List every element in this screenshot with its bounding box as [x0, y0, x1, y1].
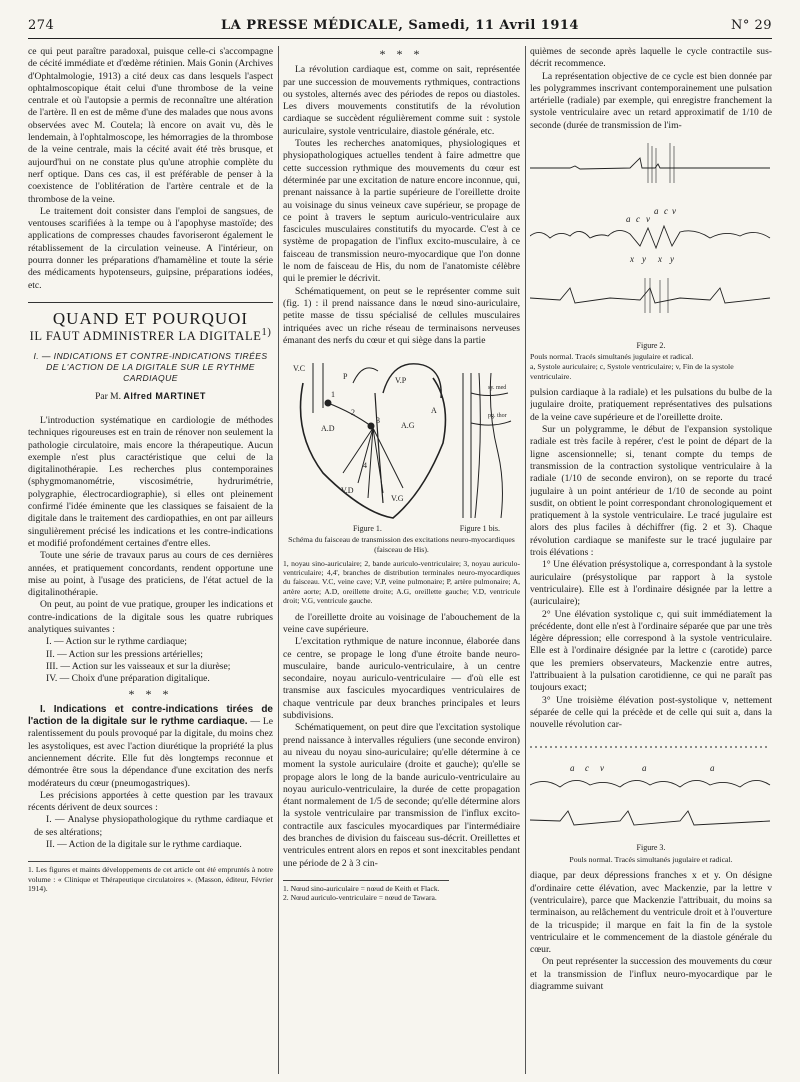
- paragraph: Les précisions apportées à cette question par les travaux récents dérivent de deux sources :: [28, 789, 273, 814]
- list-item: III. — Action sur les vaisseaux et sur la diurèse;: [46, 660, 231, 672]
- figure-1-label: Figure 1.: [353, 524, 382, 534]
- heart-diagram: [283, 353, 520, 521]
- figure-2: [530, 138, 772, 381]
- page-header: [28, 18, 772, 38]
- heading-continuation: — Le ralentissement du pouls provoqué par la digitale, du moins chez les asystoliques, est avec l'action diurétique la propriété la plus anciennement décrite. Elle fut dès longtemps reconnue et démontrée être sous la dépendance d'une excitation des nerfs modérateurs du cœur (pneumogastriques).: [28, 716, 273, 789]
- label-vc: V.C: [293, 364, 306, 374]
- page-number: 274: [28, 18, 55, 33]
- column-1: [28, 46, 273, 1074]
- paragraph: 3° Une troisième élévation post-systolique v, nettement séparée de celle qui la précède et de celle qui suit a, dans la nouvelle révolution car-: [530, 694, 772, 731]
- figure-1: [283, 353, 520, 606]
- section-heading: I. Indications et contre-indications tirées de l'action de la digitale sur le rythme cardiaque.: [28, 703, 273, 728]
- paragraph: La représentation objective de ce cycle est bien donnée par les polygrammes inscrivant contemporainement une pulsation artérielle (radiale) par exemple, qui enregistre franchement la systole ventriculaire avec un retard approximatif de 1/10 de seconde (durée de transmission de l'im-: [530, 70, 772, 131]
- paragraph: Schématiquement, on peut dire que l'excitation systolique prend naissance à intervalles réguliers (une seconde environ) au niveau du noyau sino-auriculaire; qu'elle détermine à ce moment la systole auriculaire (droite et gauche); qu'elle se propage alors le long de la bande auriculo-ventriculaire au noyau auriculo-ventriculaire, la durée de cette propagation étant normalement de 1/5 de seconde; qu'elle détermine alors la systole ventriculaire par transmission de l'influx excito-contractile aux fascicules myocardiques par l'intermédiaire des branches de division du faisceau sus-décrit. Oreillettes et ventricules entrent alors en repos et sont inexcitables pendant une période de 2 à 3 cin-: [283, 722, 520, 869]
- paragraph: diaque, par deux dépressions franches x et y. On désigne d'ordinaire cette élévation, avec Mackenzie, par la lettre v (ventriculaire), parce que Mackenzie l'attribuait, du moins sa terminaison, au relâchement du ventricule droit et à l'ouverture de la tricuspide; il marque en fait la fin de la systole ventriculaire et le commencement de la diastole générale du cœur.: [530, 870, 772, 956]
- paragraph: On peut représenter la succession des mouvements du cœur et la transmission de l'influx neuro-myocardique par le diagramme suivant: [530, 956, 772, 993]
- column-divider: [278, 46, 279, 1074]
- footnote: 2. Nœud auriculo-ventriculaire = nœud de Tawara.: [283, 893, 437, 903]
- article-subtitle-text: IL FAUT ADMINISTRER LA DIGITALE: [29, 329, 262, 344]
- header-rule: [28, 38, 772, 39]
- figure-2-caption-title: Pouls normal. Tracés simultanés jugulaire et radical.: [530, 352, 694, 362]
- figure-3-caption: Pouls normal. Tracés simultanés jugulaire et radical.: [569, 854, 733, 864]
- label-c: c: [664, 206, 668, 217]
- label-sy-med: sy. med: [488, 385, 507, 392]
- paragraph: On peut, au point de vue pratique, grouper les indications et contre-indications de la digitale sous les quatre rubriques analytiques suivantes :: [28, 599, 273, 636]
- paragraph: ce qui peut paraître paradoxal, puisque celle-ci s'accompagne de cécité immédiate et d'œdème rétinien. Mais Gonin (Archives d'Ophtalmologie, 1913) a cité deux cas dans lesquels l'aspect ophtalmoscopique était celui d'une thrombose de la veine centrale et où l'autopsie a permis de reconnaître une altération de l'artère. Il en est de même d'une des malades que nous avons observées avec M. Coutela; là encore on avait vu, dès le lendemain, à l'ophtalmoscope, les hémorragies de la thrombose de la veine centrale, mais la cécité avait été très brusque, et aujourd'hui on ne constate plus qu'une atrophie complète du nerf optique. Dans ces cas, il est préférable de penser à la coexistence de l'oblitération de l'artère centrale et de la thrombose de la veine.: [28, 46, 273, 205]
- figure-1-caption: 1, noyau sino-auriculaire; 2, bande auriculo-ventriculaire; 3, noyau auriculo-ventriculaire; 4,4', branches de distribution terminales neuro-myocardiques du faisceau. V.C, veine cave; V.P, veine pulmonaire; P, artère pulmonaire; A, artère aorte; A.D, oreillette droite; A.G, oreillette gauche; V.D, ventricule droit; V.G, ventricule gauche.: [283, 558, 520, 606]
- tracing-jugular: [530, 781, 770, 788]
- tracing-radial: [530, 811, 770, 825]
- label-v: v: [646, 214, 650, 225]
- label-3: 3: [376, 416, 380, 426]
- pulmonary-artery: [353, 368, 378, 383]
- footnote-rule: [283, 880, 449, 881]
- paragraph: La révolution cardiaque est, comme on sait, représentée par une succession de mouvements rythmiques, contractions ou systoles, alternés avec des périodes de repos ou diastoles. Les divers mouvements constitutifs de la révolution cardiaque se succèdent régulièrement comme suit : systole auriculaire, systole ventriculaire, diastole générale, etc.: [283, 64, 520, 137]
- label-a: a: [654, 206, 659, 217]
- figure-1-bis-label: Figure 1 bis.: [459, 524, 500, 534]
- label-pg-thor: pg. thor: [488, 413, 507, 420]
- label-v: v: [672, 206, 676, 217]
- label-1: 1: [331, 390, 335, 400]
- article-divider: [28, 302, 273, 303]
- av-band: [328, 403, 371, 426]
- list-item: I. — Analyse physiopathologique du rythme cardiaque et de ses altérations;: [34, 814, 273, 838]
- time-markers-2: [645, 278, 668, 313]
- paragraph: L'excitation rythmique de nature inconnue, élaborée dans ce centre, se propage le long d'une étroite bande neuro-musculaire, bande auriculo-ventriculaire, à un centre secondaire, noyau auriculo-ventriculaire — d'où elle est transmise aux fascicules myocardiques ventriculaires de chaque ventricule par deux branches principales et leurs subdivisions.: [283, 636, 520, 722]
- article-title: QUAND ET POURQUOI: [52, 308, 249, 328]
- time-markers: [648, 143, 674, 183]
- list-item: I. — Action sur le rythme cardiaque;: [46, 636, 187, 648]
- label-y: y: [642, 254, 646, 265]
- paragraph: Le traitement doit consister dans l'emploi de sangsues, de ventouses scarifiées à la tempe ou à l'apophyse mastoïde; des applications de compresses chaudes favoriseront également le rétablissement de la circulation veineuse. A l'intérieur, on pourra donner les préparations d'hamamèline et toute la série des médicaments hypotenseurs, guipsine, préparations iodées, etc.: [28, 205, 273, 291]
- label-x: x: [658, 254, 662, 265]
- figure-3-label: Figure 3.: [636, 843, 666, 853]
- aorta-arch: [383, 364, 441, 398]
- section-stars: * * *: [128, 686, 173, 701]
- label-c: c: [585, 763, 589, 774]
- label-a: a: [626, 214, 631, 225]
- label-4: 4: [363, 461, 367, 471]
- tracing-top: [530, 158, 770, 169]
- paragraph: Toutes les recherches anatomiques, physiologiques et physiopathologiques actuelles tendent à faire admettre que cette succession rythmique des mouvements du cœur est déterminée par une excitation de nature encore inconnue, qui, prenant naissance à la partie supérieure de l'oreillette droite au voisinage du sinus veineux cave supérieur, se propage de ce point à travers le septum auriculo-ventriculaire aux fascicules musculaires constitutifs du myocarde. C'est à ce système de propagation de l'influx excito-musculaire, à ce faisceau de transmission neuro-myocardique que l'on donne le nom de faisceau de His, du nom de l'anatomiste célèbre qui le premier le décrivit.: [283, 138, 520, 285]
- paragraph: Schématiquement, on peut se le représenter comme suit (fig. 1) : il prend naissance dans le nœud sino-auriculaire, petite masse de tissu spécialisé de cellules musculaires intriquées avec un riche réseau de terminaisons nerveuses émanant des nerfs du cœur et qui siège dans la partie: [283, 285, 520, 346]
- label-a: a: [570, 763, 575, 774]
- paragraph: quièmes de seconde après laquelle le cycle contractile sus-décrit recommence.: [530, 46, 772, 70]
- column-3: [530, 46, 772, 1074]
- list-item: IV. — Choix d'une préparation digitalique.: [46, 673, 210, 685]
- footnote: 1. Nœud sino-auriculaire = nœud de Keith et Flack.: [283, 883, 440, 893]
- author-name: Alfred MARTINET: [123, 390, 206, 401]
- paragraph: Sur un polygramme, le début de l'expansion systolique radiale est très facile à repérer, c'est le point de départ de la ligne ascensionnelle; si, tenant compte du temps de transmission de la contraction systolique ventriculaire à la radiale (1/10 de seconde environ), on se reporte du tracé jugulaire à un point antérieur de 1/10 de seconde au point susdit, on obtient le point correspondant chronologiquement et pratiquement à la systole ventriculaire. Le tracé jugulaire est alors des plus faciles à déchiffrer (fig. 2 et 3). Chaque révolution cardiaque se manifeste sur le tracé jugulaire par trois élévations :: [530, 424, 772, 559]
- figure-1-caption-title: Schéma du faisceau de transmission des excitations neuro-myocardiques (faisceau de His).: [288, 535, 515, 555]
- paragraph: pulsion cardiaque à la radiale) et les pulsations du bulbe de la jugulaire droite, pratiquement représentatives des pulsations de la veine cave supérieure et de l'oreillette droite.: [530, 387, 772, 423]
- label-a: a: [642, 763, 647, 774]
- figure-2-caption: a, Systole auriculaire; c, Systole ventriculaire; v, Fin de la systole ventriculaire.: [530, 361, 734, 381]
- label-y: y: [670, 254, 674, 265]
- label-a: A: [431, 406, 437, 416]
- vena-cava: [313, 363, 323, 413]
- figure-2-label: Figure 2.: [636, 341, 666, 351]
- pulse-tracings-fig2: [530, 138, 772, 338]
- paragraph: de l'oreillette droite au voisinage de l'abouchement de la veine cave supérieure.: [283, 611, 520, 635]
- footnote: 1. Les figures et maints développements de cet article ont été empruntés à notre volume : « Clinique et Thérapeutique circulatoires ». (Masson, éditeur, Février 1914).: [28, 865, 273, 894]
- figure-3: [530, 735, 772, 864]
- heart-outline: [301, 378, 446, 518]
- label-vd: V.D: [341, 486, 354, 496]
- label-p: P: [343, 372, 348, 382]
- section-title: I. — INDICATIONS ET CONTRE-INDICATIONS TIRÉES DE L'ACTION DE LA DIGITALE SUR LE RYTHME CARDIAQUE: [33, 350, 268, 383]
- paragraph: Toute une série de travaux parus au cours de ces dernières années, et pratiquement concordants, rendent opportune une mise au point, à l'usage des praticiens, de l'état actuel de la digitalinothérapie.: [28, 550, 273, 599]
- label-ag: A.G: [401, 421, 415, 431]
- label-a: a: [710, 763, 715, 774]
- label-c: c: [636, 214, 640, 225]
- column-2: [283, 46, 520, 1074]
- journal-title: LA PRESSE MÉDICALE, Samedi, 11 Avril 1914: [221, 18, 579, 33]
- author-line: [28, 390, 273, 403]
- paragraph: 1° Une élévation présystolique a, correspondant à la systole auriculaire (présystolique par rapport à la systole ventriculaire). Elle est à l'ordinaire désignée par la lettre a (auriculaire);: [530, 559, 772, 608]
- column-divider: [525, 46, 526, 1074]
- issue-number: N° 29: [730, 18, 772, 33]
- author-prefix: Par M.: [95, 391, 121, 402]
- label-ad: A.D: [321, 424, 335, 434]
- label-x: x: [630, 254, 634, 265]
- tracing-jugular: [530, 226, 770, 248]
- label-vp: V.P: [395, 376, 407, 386]
- paragraph: L'introduction systématique en cardiologie de méthodes techniques rigoureuses est en train de rénover non seulement la pathologie circulatoire, mais encore la thérapeutique. Aucun exemple n'est plus caractéristique que celui de la digitalinothérapie. Les recherches plus contemporaines (sphygmomanométrie, viscosimétrie, hydrurimétrie, polygraphie, électrocardiographie), si elles ont pleinement confirmé l'idée éminente que les classiques se faisaient de la digitale dans le traitement des cardiopathies, en ont par ailleurs singulièrement précisé les indications et les contre-indications et modifié profondément certaines d'entre elles.: [28, 414, 273, 549]
- label-v: v: [600, 763, 604, 774]
- figure-1-labels: [283, 521, 520, 535]
- article-subtitle: [28, 327, 273, 342]
- label-vg: V.G: [391, 494, 404, 504]
- paragraph: 2° Une élévation systolique c, qui suit immédiatement la précédente, dont elle n'est à l'ordinaire séparée que par une très légère dépression; elle correspond à la systole ventriculaire. Elle est à l'ordinaire désignée par la lettre c (carotide) parce que les premiers observateurs, Mackenzie entre autres, l'attribuaient à la pulsation carotidienne, ce qui ne paraît pas toujours exact;: [530, 608, 772, 694]
- section-stars: * * *: [379, 47, 424, 61]
- pulse-tracings-fig3: [530, 735, 772, 840]
- list-item: II. — Action sur les pressions artérielles;: [46, 648, 203, 660]
- list-item: II. — Action de la digitale sur le rythme cardiaque.: [46, 839, 242, 851]
- paragraph: [28, 704, 273, 790]
- footnote-rule: [28, 861, 200, 862]
- footnote-ref: 1): [261, 327, 272, 339]
- label-2: 2: [351, 408, 355, 418]
